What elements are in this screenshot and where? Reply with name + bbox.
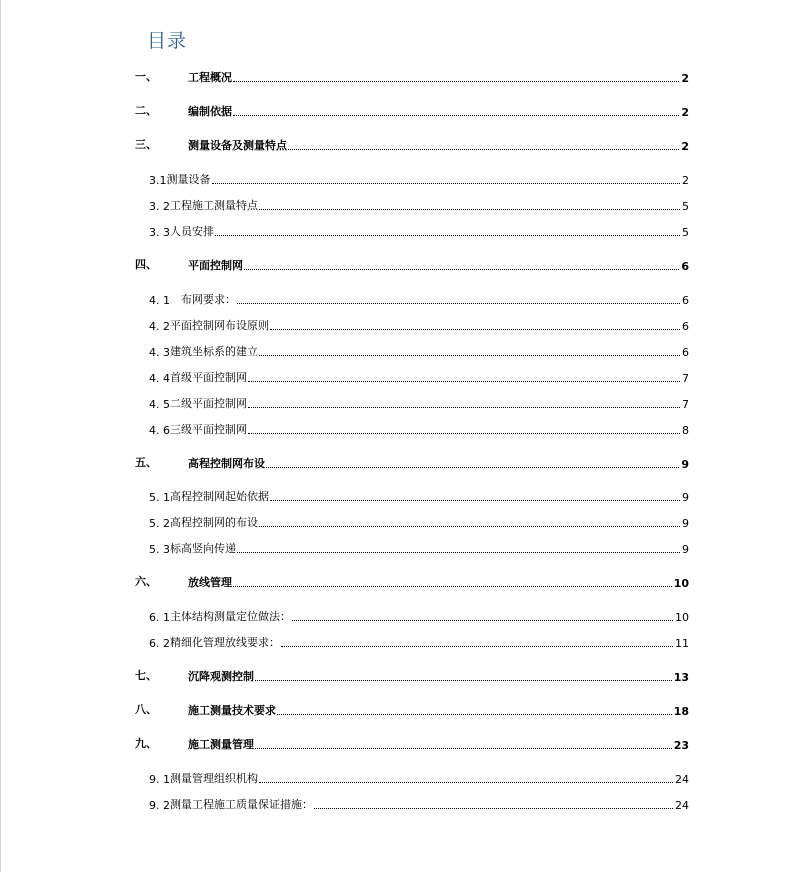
toc-entry-number: 4. 6 <box>149 424 170 437</box>
toc-dot-leader <box>215 234 680 236</box>
toc-entry-number: 3.1 <box>149 174 167 187</box>
toc-entry-text: 高程控制网起始依据 <box>170 490 269 503</box>
toc-page-number: 7 <box>682 372 689 385</box>
toc-entry[interactable] <box>0 574 797 590</box>
toc-page-number: 10 <box>673 577 689 590</box>
toc-entry-number: 七、 <box>135 669 157 682</box>
toc-page-number: 10 <box>675 611 689 624</box>
toc-page-number: 6 <box>682 346 689 359</box>
toc-dot-leader <box>270 328 680 330</box>
toc-entry[interactable] <box>0 668 797 684</box>
toc-entry-number: 9. 1 <box>149 773 170 786</box>
toc-entry[interactable] <box>0 736 797 752</box>
toc-page-number: 9 <box>682 543 689 556</box>
toc-entry[interactable] <box>0 770 797 786</box>
toc-dot-leader <box>259 354 680 356</box>
toc-entry[interactable] <box>0 223 797 239</box>
toc-entry[interactable] <box>0 488 797 504</box>
toc-entry-text: 人员安排 <box>170 225 214 238</box>
toc-entry[interactable] <box>0 197 797 213</box>
toc-entry-text: 测量管理组织机构 <box>170 772 258 785</box>
toc-dot-leader <box>259 208 680 210</box>
toc-entry-text: 施工测量管理 <box>188 738 254 751</box>
toc-entry-text: 工程施工测量特点 <box>170 199 258 212</box>
toc-entry[interactable] <box>0 69 797 85</box>
toc-entry-text: 建筑坐标系的建立 <box>170 345 258 358</box>
toc-entry-number: 二、 <box>135 104 157 117</box>
toc-entry[interactable] <box>0 455 797 471</box>
toc-page-number: 13 <box>673 671 689 684</box>
toc-page-number: 18 <box>673 705 689 718</box>
toc-entry-text: 放线管理 <box>188 576 232 589</box>
toc-entry[interactable] <box>0 634 797 650</box>
toc-entry[interactable] <box>0 796 797 812</box>
toc-entry-text: 测量设备 <box>166 173 211 186</box>
toc-page-number: 9 <box>681 458 689 471</box>
toc-entry[interactable] <box>0 702 797 718</box>
toc-entry-number: 6. 1 <box>149 611 170 624</box>
toc-entry-text: 首级平面控制网 <box>170 371 247 384</box>
toc-dot-leader <box>314 807 673 809</box>
toc-entry[interactable] <box>0 421 797 437</box>
toc-dot-leader <box>233 114 679 116</box>
toc-dot-leader <box>270 499 680 501</box>
toc-dot-leader <box>248 406 680 408</box>
toc-entry[interactable] <box>0 514 797 530</box>
toc-page-number: 6 <box>682 320 689 333</box>
toc-entry[interactable] <box>0 317 797 333</box>
toc-entry[interactable] <box>0 540 797 556</box>
toc-title: 目录 <box>147 30 188 52</box>
toc-entry-number: 5. 3 <box>149 543 170 556</box>
toc-page-number: 2 <box>681 106 689 119</box>
toc-entry-text: 编制依据 <box>188 105 232 118</box>
toc-page-number: 6 <box>682 294 689 307</box>
toc-dot-leader <box>255 747 672 749</box>
toc-page-number: 2 <box>682 174 689 187</box>
toc-entry-number: 四、 <box>135 258 157 271</box>
toc-entry-number: 4. 3 <box>149 346 170 359</box>
toc-entry-text: 平面控制网 <box>188 259 243 272</box>
toc-dot-leader <box>237 302 680 304</box>
toc-page-number: 5 <box>682 226 689 239</box>
toc-entry[interactable] <box>0 257 797 273</box>
toc-dot-leader <box>248 432 680 434</box>
toc-page-number: 5 <box>682 200 689 213</box>
toc-entry-text: 高程控制网布设 <box>188 457 265 470</box>
toc-entry-number: 9. 2 <box>149 799 170 812</box>
toc-entry-text: 主体结构测量定位做法： <box>170 610 291 623</box>
toc-entry-text: 平面控制网布设原则 <box>170 319 269 332</box>
toc-entry-number: 3. 2 <box>149 200 170 213</box>
toc-entry[interactable] <box>0 343 797 359</box>
toc-entry-number: 4. 2 <box>149 320 170 333</box>
toc-page-number: 24 <box>675 799 689 812</box>
toc-dot-leader <box>259 781 673 783</box>
toc-entry-number: 一、 <box>135 70 157 83</box>
toc-entry-number: 4. 5 <box>149 398 170 411</box>
toc-entry-number: 六、 <box>135 575 157 588</box>
toc-entry-text: 二级平面控制网 <box>170 397 247 410</box>
toc-dot-leader <box>255 679 672 681</box>
toc-dot-leader <box>259 525 680 527</box>
toc-entry-number: 4. 1 <box>149 294 170 307</box>
toc-page-number: 6 <box>681 260 689 273</box>
toc-page-number: 11 <box>675 637 689 650</box>
toc-entry-text: 三级平面控制网 <box>170 423 247 436</box>
toc-entry-number: 八、 <box>135 703 157 716</box>
toc-page-number: 23 <box>673 739 689 752</box>
toc-entry[interactable] <box>0 103 797 119</box>
toc-dot-leader <box>212 182 681 184</box>
toc-page-number: 8 <box>682 424 689 437</box>
toc-dot-leader <box>292 619 673 621</box>
toc-page-number: 7 <box>682 398 689 411</box>
toc-dot-leader <box>266 466 679 468</box>
toc-entry-text: 测量设备及测量特点 <box>188 139 287 152</box>
toc-entry[interactable] <box>0 608 797 624</box>
toc-dot-leader <box>233 80 679 82</box>
toc-page-number: 9 <box>682 491 689 504</box>
toc-entry-text: 沉降观测控制 <box>188 670 254 683</box>
toc-entry-text: 布网要求： <box>170 293 236 306</box>
toc-page-number: 2 <box>681 140 689 153</box>
toc-entry-text: 精细化管理放线要求： <box>170 636 280 649</box>
toc-entry-text: 测量工程施工质量保证措施： <box>170 798 313 811</box>
toc-entry-number: 6. 2 <box>149 637 170 650</box>
toc-entry-number: 5. 2 <box>149 517 170 530</box>
toc-entry-number: 4. 4 <box>149 372 170 385</box>
toc-dot-leader <box>244 268 679 270</box>
toc-entry[interactable] <box>0 395 797 411</box>
toc-entry[interactable] <box>0 291 797 307</box>
toc-entry-number: 3. 3 <box>149 226 170 239</box>
toc-dot-leader <box>281 645 673 647</box>
toc-entry-text: 标高竖向传递 <box>170 542 236 555</box>
toc-entry-number: 九、 <box>135 737 157 750</box>
toc-entry-text: 工程概况 <box>188 71 232 84</box>
toc-dot-leader <box>288 148 679 150</box>
toc-entry-number: 三、 <box>135 138 157 151</box>
toc-entry-text: 高程控制网的布设 <box>170 516 258 529</box>
toc-entry[interactable] <box>0 369 797 385</box>
toc-entry[interactable] <box>0 171 797 187</box>
toc-dot-leader <box>248 380 680 382</box>
toc-entry-number: 五、 <box>135 456 157 469</box>
toc-dot-leader <box>233 585 672 587</box>
toc-dot-leader <box>277 713 672 715</box>
toc-entry[interactable] <box>0 137 797 153</box>
toc-entry-text: 施工测量技术要求 <box>188 704 276 717</box>
toc-page-number: 24 <box>675 773 689 786</box>
toc-dot-leader <box>237 551 680 553</box>
toc-entry-number: 5. 1 <box>149 491 170 504</box>
toc-page-number: 2 <box>681 72 689 85</box>
toc-page-number: 9 <box>682 517 689 530</box>
